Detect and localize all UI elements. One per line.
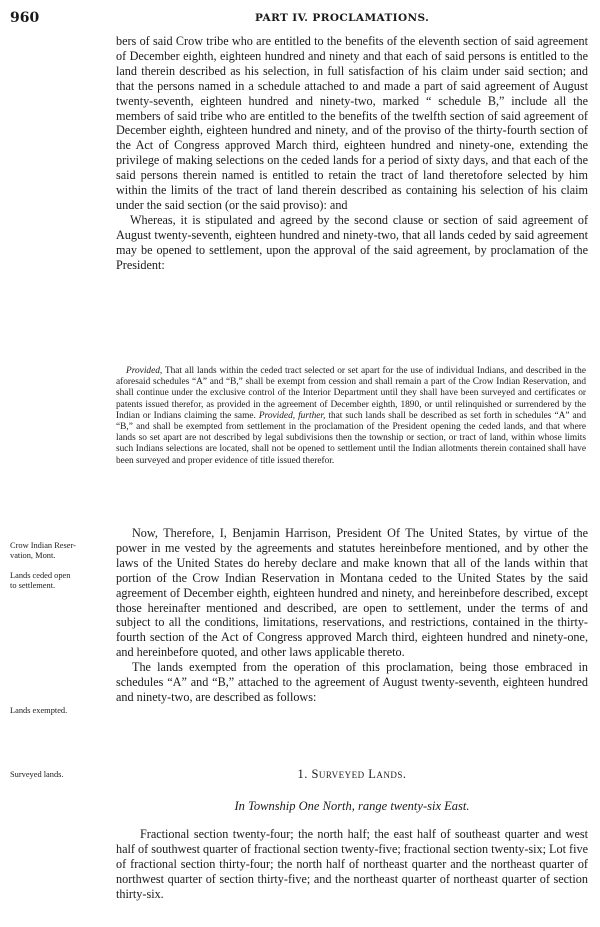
section-number: 1. [297, 767, 308, 781]
proviso-block [116, 366, 586, 467]
margin-note-line: to settlement. [10, 580, 56, 590]
body-text-bottom [116, 827, 588, 902]
margin-note-reservation [10, 541, 114, 560]
township-heading: In Township One North, range twenty-six East. [234, 799, 470, 813]
page-header [0, 10, 600, 28]
section-title: Surveyed Lands. [311, 767, 407, 781]
paragraph-continuation: bers of said Crow tribe who are entitled to the benefits of the eleventh section of said agreement of December eighth, eighteen hundred and ninety and that each of said persons is entitled to the land therein described as his selection, in full satisfaction of his claim under said section; and that the persons named in a schedule attached to and made a part of said agreement of August twenty-seventh, eighteen hundred and ninety-two, marked “ schedule B,” include all the members of said tribe who are entitled to the benefits of the twelfth section of said agreement of December eighth, eighteen hundred and ninety, and of the proviso of the thirty-fourth section of the Act of Congress approved March third, eighteen hundred and ninety-one, extending the privilege of making selections on the ceded lands for a period of sixty days, and that each of the said persons therein named is entitled to retain the tract of land theretofore selected by him within the limits of the tract of land therein described as containing his selection of his claim under the said section (or the said proviso): and [116, 34, 588, 212]
paragraph-whereas: Whereas, it is stipulated and agreed by the second clause or section of said agreement of August twenty-seventh, eighteen hundred and ninety-two, that all lands ceded by said agreement may be opened to settlement, upon the approval of the said agreement, by proclamation of the President: [116, 212, 588, 272]
margin-note-line: Lands exempted. [10, 706, 68, 715]
paragraph-lands-exempted: The lands exempted from the operation of this proclamation, being those embraced in schedules “A” and “B,” attached to the agreement of August twenty-seventh, eighteen hundred and ninety-two, are described as follows: [116, 660, 588, 704]
body-text-middle [116, 526, 588, 705]
margin-note-line: Surveyed lands. [10, 770, 64, 779]
proviso-paragraph [116, 366, 586, 467]
margin-note-lands-ceded [10, 571, 114, 590]
paragraph-now-therefore: Now, Therefore, I, Benjamin Harrison, President Of The United States, by virtue of the power in me vested by the agreements and statutes hereinbefore mentioned, and by other the laws of the United States do hereby declare and make known that all of the lands within that portion of the Crow Indian Reservation in Montana ceded to the United States by the said agreement of December eighth, eighteen hundred and ninety, and hereinbefore described, except those hereinafter mentioned and described, are open to settlement, under the terms of and subject to all the conditions, limitations, reservations, and restrictions, contained in the thirty-fourth section of the Act of Congress approved March third, eighteen hundred and ninety-one, and hereinbefore quoted, and other laws applicable thereto. [116, 526, 588, 660]
section-heading [116, 767, 588, 782]
margin-note-line: vation, Mont. [10, 550, 56, 560]
paragraph-fractional-sections: Fractional section twenty-four; the north half; the east half of southeast quarter and west half of southwest quarter of fractional section twenty-five; fractional section twenty-six; Lot five of fractional section thirty-four; the north half of northeast quarter and the northeast quarter of northwest quarter of section thirty-five; and the northeast quarter of northeast quarter of section thirty-six. [116, 827, 588, 901]
page-number: 960 [10, 10, 40, 26]
margin-note-surveyed-lands [10, 770, 114, 780]
margin-note-line: Lands ceded open [10, 571, 71, 580]
proviso-lead-word: Provided, [126, 366, 163, 376]
margin-note-lands-exempted [10, 706, 114, 716]
margin-note-line: Crow Indian Reser- [10, 541, 76, 550]
proviso-text-2: that such lands shall be described as set forth in schedules “A” and “B,” and shall be exempted from settlement in the proclamation of the President opening the ceded lands, and that where lands so set apart are not described by legal subdivisions then the township or section, or tract of land, within whose limits such Indians selections are located, shall not be opened to settlement until the Indian allotments therein contained shall have been surveyed and proper evidence of title issued therefor. [116, 410, 586, 466]
body-text-top [116, 34, 588, 273]
proviso-further-word: Provided, further, [258, 410, 326, 421]
running-head: PART IV. PROCLAMATIONS. [255, 12, 430, 24]
proviso-text-1: That all lands within the ceded tract selected or set apart for the use of individual Indians, and described in the aforesaid schedules “A” and “B,” shall be exempt from cession and shall remain a part of the Crow Indian Reservation, and shall continue under the exclusive control of the Interior Department until they shall have been surveyed and certificates or patents issued therefor, as provided in the agreement of December eighth, 1890, or until relinquished or surrendered by the Indian or Indians claiming the same. [116, 366, 586, 421]
